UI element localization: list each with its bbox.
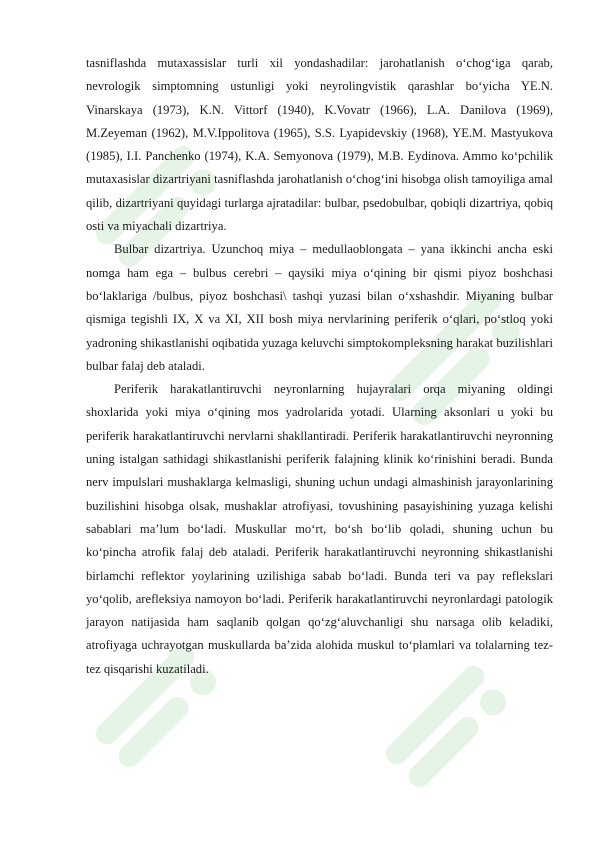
paragraph: Periferik harakatlantiruvchi neyronlarning hujayralari orqa miyaning oldingi shoxlarida yoki miya o‘qining mos yadrolarida yotadi. Ularning aksonlari u yoki bu periferik harakatlantiruvchi nervlarni shakllantiradi. Periferik harakatlantiruvchi neyronning uning istalgan sathidagi shikastlanishi periferik falajning klinik ko‘rinishini beradi. Bunda nerv impulslari mushaklarga kelmasligi, shuning uchun undagi almashinish jarayonlarining buzilishini hisobga olsak, mushaklar atrofiyasi, tovushining pasayishining yuzaga kelishi sabablari ma’lum bo‘ladi. Muskullar mo‘rt, bo‘sh bo‘lib qoladi, shuning uchun bu ko‘pincha atrofik falaj deb ataladi. Periferik harakatlantiruvchi neyronning shikastlanishi birlamchi reflektor yoylarining uzilishiga sabab bo‘ladi. Bunda teri va pay reflekslari yo‘qolib, arefleksiya namoyon bo‘ladi. Periferik harakatlantiruvchi neyronlardagi patologik jarayon natijasida ham saqlanib qolgan qo‘zg‘aluvchanligi shu narsaga olib keladiki, atrofiyaga uchrayotgan muskullarda ba’zida alohida muskul to‘plamlari va tolalarning tez-tez qisqarishi kuzatiladi. — [86, 382, 553, 676]
body-text — [86, 52, 553, 681]
paragraph: Bulbar dizartriya. Uzunchoq miya – medullaoblongata – yana ikkinchi ancha eski nomga ham ega – bulbus cerebri – qaysiki miya o‘qining bir qismi piyoz boshchasi bo‘laklariga /bulbus, piyoz boshchasi\ tashqi yuzasi bilan o‘xshashdir. Miyaning bulbar qismiga tegishli IX, X va XI, XII bosh miya nervlarining periferik o‘qlari, po‘stloq yoki yadroning shikastlanishi oqibatida yuzaga keluvchi simptokompleksning harakat buzilishlari bulbar falaj deb ataladi. — [86, 242, 553, 373]
paragraph: tasniflashda mutaxassislar turli xil yondashadilar: jarohatlanish o‘chog‘iga qarab, nevrologik simptomning ustunligi yoki neyrolingvistik qarashlar bo‘yicha YE.N. Vinarskaya (1973), K.N. Vittorf (1940), K.Vovatr (1966), L.A. Danilova (1969), M.Zeyeman (1962), M.V.Ippolitova (1965), S.S. Lyapidevskiy (1968), YE.M. Mastyukova (1985), I.I. Panchenko (1974), K.A. Semyonova (1979), M.B. Eydinova. Ammo ko‘pchilik mutaxasislar dizartriyani tasniflashda jarohatlanish o‘chog‘ini hisobga olish tamoyiliga amal qilib, dizartriyani quyidagi turlarga ajratadilar: bulbar, psedobulbar, qobiqli dizartriya, qobiq osti va miyachali dizartriya. — [86, 56, 553, 234]
